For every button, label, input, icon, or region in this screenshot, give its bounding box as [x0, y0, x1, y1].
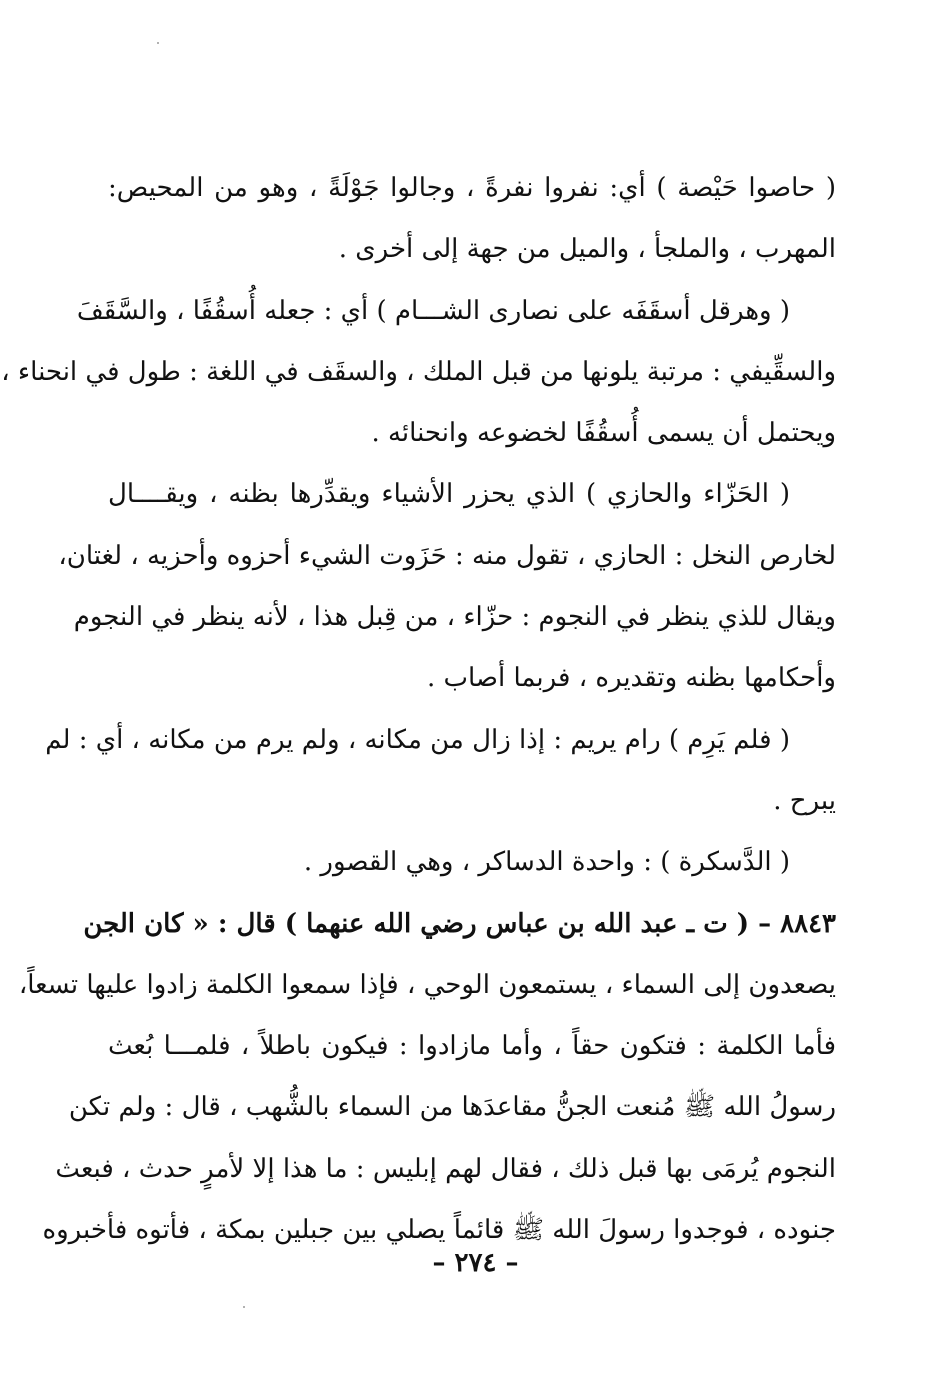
text-line: جنوده ، فوجدوا رسولَ الله ﷺ قائماً يصلي بين جبلين بمكة ، فأتوه فأخبروه [42, 1215, 836, 1246]
text-line: المهرب ، والملجأ ، والميل من جهة إلى أخرى . [338, 234, 836, 265]
hadith-heading-line: ٨٨٤٣ – ( ت ـ عبد الله بن عباس رضي الله عنهما ) قال : « كان الجن [83, 908, 836, 939]
text-line: ( وهرقل أسقَفَه على نصارى الشـــام ) أي : جعله أُسقُفًا ، والسَّقَفَ [76, 295, 790, 326]
text-line: ويقال للذي ينظر في النجوم : حزّاء ، من قِبل هذا ، لأنه ينظر في النجوم [73, 602, 836, 633]
scan-speck [243, 1306, 245, 1308]
text-line: ( حاصوا حَيْصة ) أي: نفروا نفرةً ، وجالوا جَوْلَةً ، وهو من المحيص: [108, 173, 836, 203]
text-line: والسقِّيفي : مرتبة يلونها من قبل الملك ، والسقَف في اللغة : طول في انحناء ، [1, 356, 836, 387]
text-line: ( فلم يَرِم ) رام يريم : إذا زال من مكانه ، ولم يرم من مكانه ، أي : لم [45, 724, 790, 755]
text-line: ( الحَزّاء والحازي ) الذي يحزر الأشياء ويقدِّرها بظنه ، ويقــــال [108, 479, 790, 510]
text-line: فأما الكلمة : فتكون حقاً ، وأما مازادوا : فيكون باطلاً ، فلمـــا بُعث [108, 1031, 836, 1062]
text-line: ( الدَّسكرة ) : واحدة الدساكر ، وهي القصور . [303, 847, 790, 878]
body-text [1, 158, 836, 1261]
text-line: رسولُ الله ﷺ مُنعت الجنُّ مقاعدَها من السماء بالشُّهب ، قال : ولم تكن [68, 1092, 836, 1123]
text-line: ويحتمل أن يسمى أُسقُفًا لخضوعه وانحنائه . [371, 418, 836, 449]
text-line: وأحكامها بظنه وتقديره ، فربما أصاب . [426, 663, 836, 694]
text-line: يصعدون إلى السماء ، يستمعون الوحي ، فإذا سمعوا الكلمة زادوا عليها تسعاً، [18, 969, 836, 1000]
text-line: يبرح . [773, 785, 836, 816]
text-line: لخارص النخل : الحازي ، تقول منه : حَزَوت الشيء أحزوه وأحزيه ، لغتان، [58, 540, 836, 571]
text-line: النجوم يُرمَى بها قبل ذلك ، فقال لهم إبليس : ما هذا إلا لأمرٍ حدث ، فبعث [55, 1153, 836, 1184]
page-number: – ٢٧٤ – [432, 1248, 519, 1278]
scan-speck [157, 42, 159, 44]
